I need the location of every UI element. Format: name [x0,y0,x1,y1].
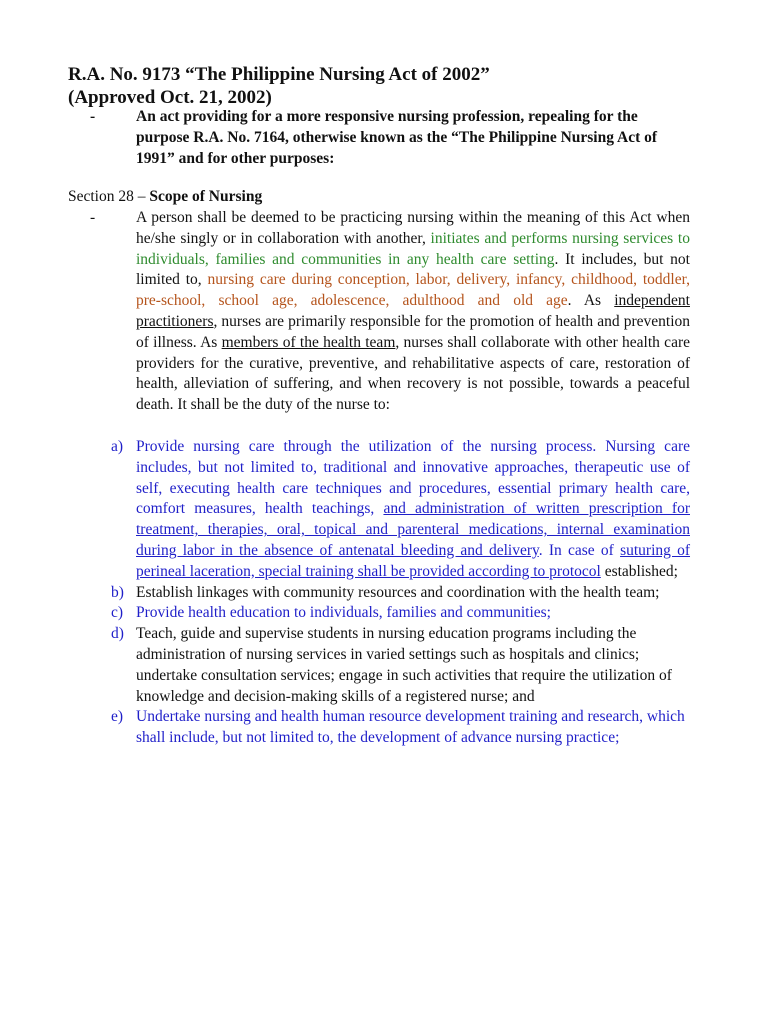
intro-list [68,107,690,169]
duty-a-text-1: Provide nursing care through the utilization of the nursing process. Nursing care includes, but not limited to, traditional and innovative approaches, therapeutic use of self, executing health care techniques and procedures, essential primary health care, comfort measures, health teachings, [136,438,690,518]
document-title: R.A. No. 9173 “The Philippine Nursing Act of 2002” [68,64,490,85]
dash-bullet: - [90,108,96,125]
approval-date: (Approved Oct. 21, 2002) [68,87,272,108]
scope-highlight-orange: nursing care during conception, labor, delivery, infancy, childhood, toddler, pre-school, school age, adolescence, adulthood and old age [136,271,691,310]
duty-letter: b) [111,583,124,601]
scope-text-5: , nurses shall collaborate with other health care providers for the curative, preventive, and rehabilitative aspects of care, restoration of health, alleviation of suffering, and when recovery is not possible, towards a peaceful death. It shall be the duty of the nurse to: [136,333,690,414]
scope-text-2: . It includes, but not limited to, [136,250,690,289]
section-heading [68,187,262,208]
scope-underline-team: members of the health team [221,333,396,351]
duty-a-underline-2: suturing of perineal laceration, special training shall be provided according to protocol [136,541,691,580]
duty-d-text: Teach, guide and supervise students in nursing education programs including the administration of nursing services in varied settings such as hospitals and clinics; undertake consultation services; engage in such activities that require the utilization of knowledge and decision-making skills of a registered nurse; and [136,625,672,705]
scope-list [68,208,690,416]
scope-highlight-green: initiates and performs nursing services to individuals, families and communities in any health care setting [136,229,690,268]
duty-item-d [111,624,690,707]
duty-item-b [111,583,690,604]
duty-a-underline-1: and administration of written prescription for treatment, therapies, oral, topical and parenteral medications, internal examination during labor in the absence of antenatal bleeding and delivery [136,500,690,559]
duty-b-text: Establish linkages with community resources and coordination with the health team; [136,583,660,601]
scope-paragraph [68,208,690,416]
scope-underline-independent: independent practitioners [136,292,690,330]
duty-e-text: Undertake nursing and health human resource development training and research, which shall include, but not limited to, the development of advance nursing practice; [136,708,685,747]
intro-text: An act providing for a more responsive nursing profession, repealing for the purpose R.A. No. 7164, otherwise known as the “The Philippine Nursing Act of 1991” and for other purposes: [136,108,658,167]
duty-letter: e) [111,708,124,726]
duty-a-text-3: established; [600,562,678,580]
section-label: Section 28 – [68,188,150,205]
duty-item-a [111,437,691,583]
dash-bullet: - [90,209,96,226]
duty-item-c [111,603,690,624]
scope-text-1: A person shall be deemed to be practicing nursing within the meaning of this Act when he/she singly or in collaboration with another, [136,209,690,247]
duty-c-text: Provide health education to individuals, families and communities; [136,604,551,622]
scope-text-3: . As [567,292,615,310]
intro-item [68,107,690,169]
duty-a-text-2: . In case of [538,541,621,559]
duty-letter: c) [111,604,124,622]
section-title: Scope of Nursing [149,188,263,205]
duties-list [111,437,691,749]
duty-item-e [111,707,690,749]
duty-letter: a) [111,438,124,455]
scope-text-4: , nurses are primarily responsible for the promotion of health and prevention of illness. As [136,312,690,351]
duty-letter: d) [111,625,124,643]
